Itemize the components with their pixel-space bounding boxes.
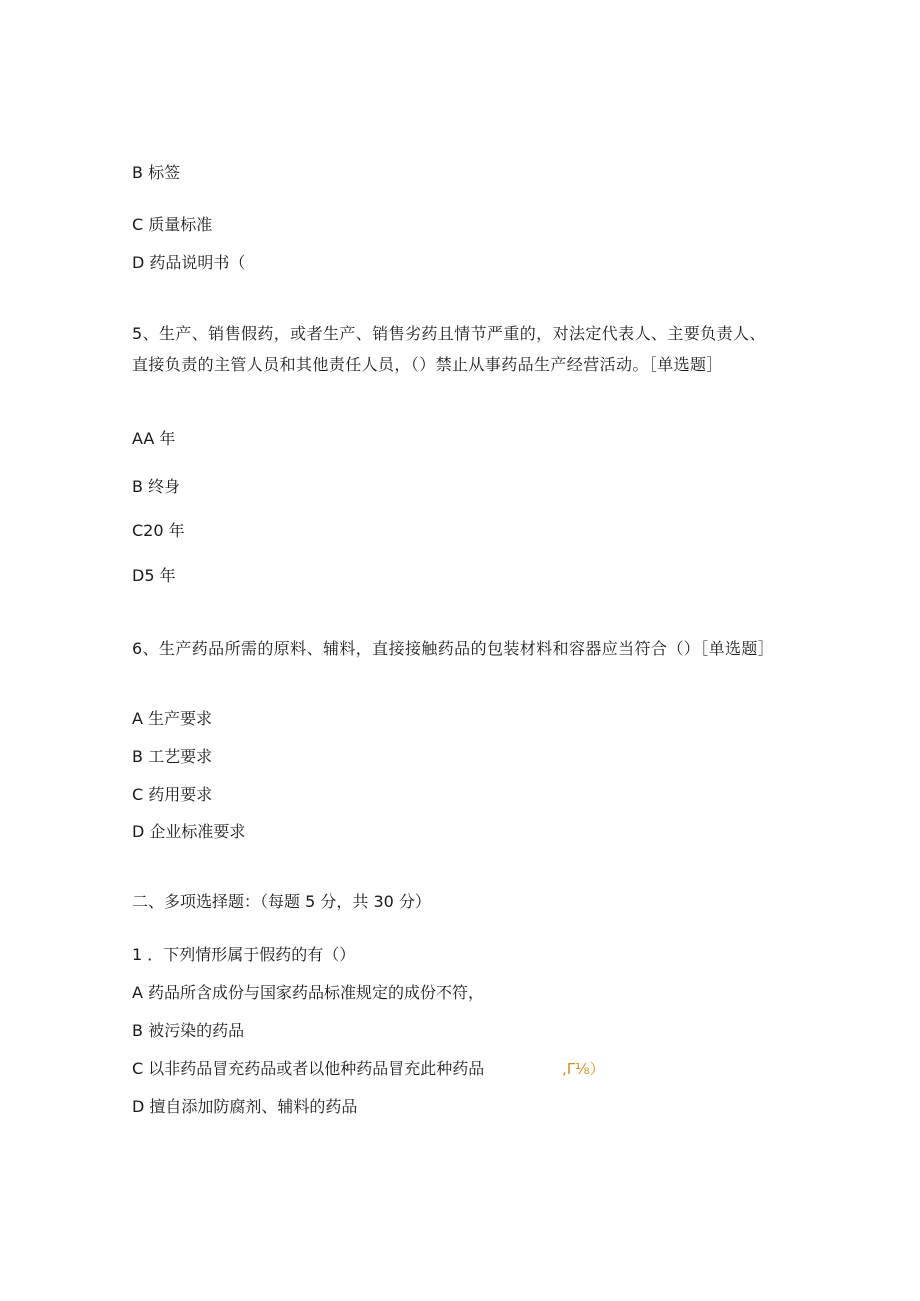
multi-question-1-option-a: A 药品所含成份与国家药品标准规定的成份不符， [132,983,485,1002]
multi-question-1-option-c: C 以非药品冒充药品或者以他种药品冒充此种药品 [132,1059,485,1078]
option-c: C 质量标准 [132,215,213,234]
multi-question-1: 1 ．下列情形属于假药的有（） [132,945,356,964]
multi-question-1-option-d: D 擅自添加防腐剂、辅料的药品 [132,1097,358,1116]
question-5-option-d: D5 年 [132,566,176,585]
question-5: 5、生产、销售假药，或者生产、销售劣药且情节严重的，对法定代表人、主要负责人、直接负责的主管人员和其他责任人员，（）禁止从事药品生产经营活动。［单选题］ [132,324,766,374]
question-5-option-b: B 终身 [132,477,181,496]
orange-mark-text: ,Γ⅛） [562,1060,605,1078]
question-6-option-a: A 生产要求 [132,709,213,728]
question-6-option-c: C 药用要求 [132,785,213,804]
question-6-option-d: D 企业标准要求 [132,822,246,841]
multi-question-1-option-b: B 被污染的药品 [132,1021,245,1040]
question-5-option-a: AA 年 [132,429,176,448]
section-heading-multiple-choice: 二、多项选择题：（每题 5 分，共 30 分） [132,892,431,911]
question-6-option-b: B 工艺要求 [132,747,213,766]
option-d: D 药品说明书（ [132,253,246,272]
question-6: 6、生产药品所需的原料、辅料，直接接触药品的包装材料和容器应当符合（）［单选题］ [132,639,775,658]
option-b: B 标签 [132,163,181,182]
question-5-option-c: C20 年 [132,521,185,540]
